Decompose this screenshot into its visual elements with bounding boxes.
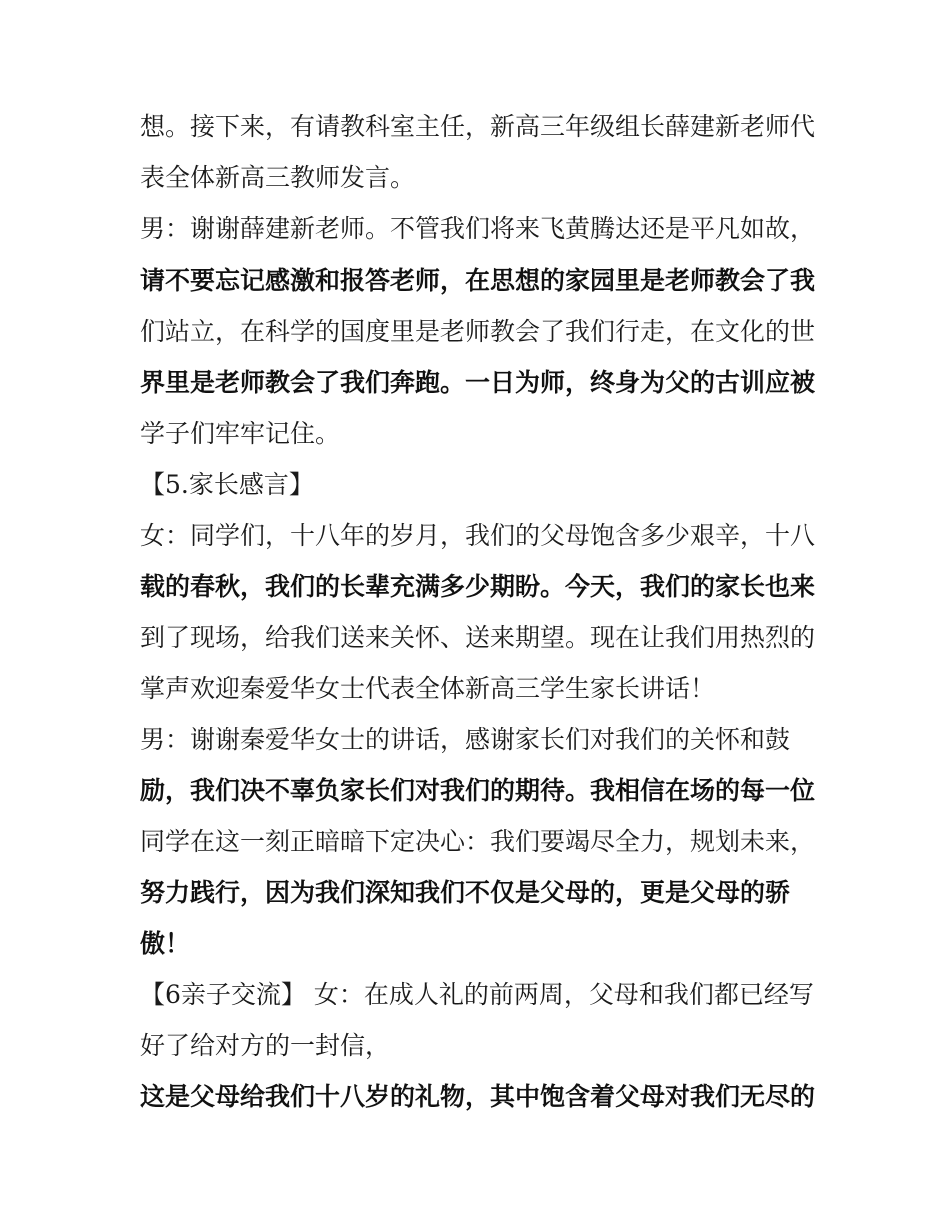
text-line: 努力践行，因为我们深知我们不仅是父母的，更是父母的骄 [140,878,791,907]
text-line: 请不要忘记感激和报答老师，在思想的家园里是老师教会了我 [140,266,816,295]
text-line: 男：谢谢薛建新老师。不管我们将来飞黄腾达还是平凡如故， [140,214,816,243]
text-line: 界里是老师教会了我们奔跑。一日为师，终身为父的古训应被 [140,368,816,397]
text-line: 男：谢谢秦爱华女士的讲话，感谢家长们对我们的关怀和鼓 [140,725,791,754]
text-line: 想。接下来，有请教科室主任，新高三年级组长薛建新老师代 [140,112,816,141]
text-line: 表全体新高三教师发言。 [140,163,416,192]
section-heading: 【6亲子交流】 女：在成人礼的前两周，父母和我们都已经写 [140,980,814,1009]
text-line: 学子们牢牢记住。 [140,419,341,448]
text-line: 到了现场，给我们送来关怀、送来期望。现在让我们用热烈的 [140,623,816,652]
text-line: 载的春秋，我们的长辈充满多少期盼。今天，我们的家长也来 [140,572,816,601]
text-line: 女：同学们，十八年的岁月，我们的父母饱含多少艰辛，十八 [140,521,816,550]
text-line: 傲！ [140,929,191,958]
text-line: 励，我们决不辜负家长们对我们的期待。我相信在场的每一位 [140,776,816,805]
text-line: 掌声欢迎秦爱华女士代表全体新高三学生家长讲话！ [140,674,716,703]
text-line: 同学在这一刻正暗暗下定决心：我们要竭尽全力，规划未来， [140,827,816,856]
text-line: 们站立，在科学的国度里是老师教会了我们行走，在文化的世 [140,317,816,346]
section-heading: 【5.家长感言】 [140,470,314,499]
text-line: 这是父母给我们十八岁的礼物，其中饱含着父母对我们无尽的 [140,1082,816,1111]
text-line: 好了给对方的一封信， [140,1031,391,1060]
